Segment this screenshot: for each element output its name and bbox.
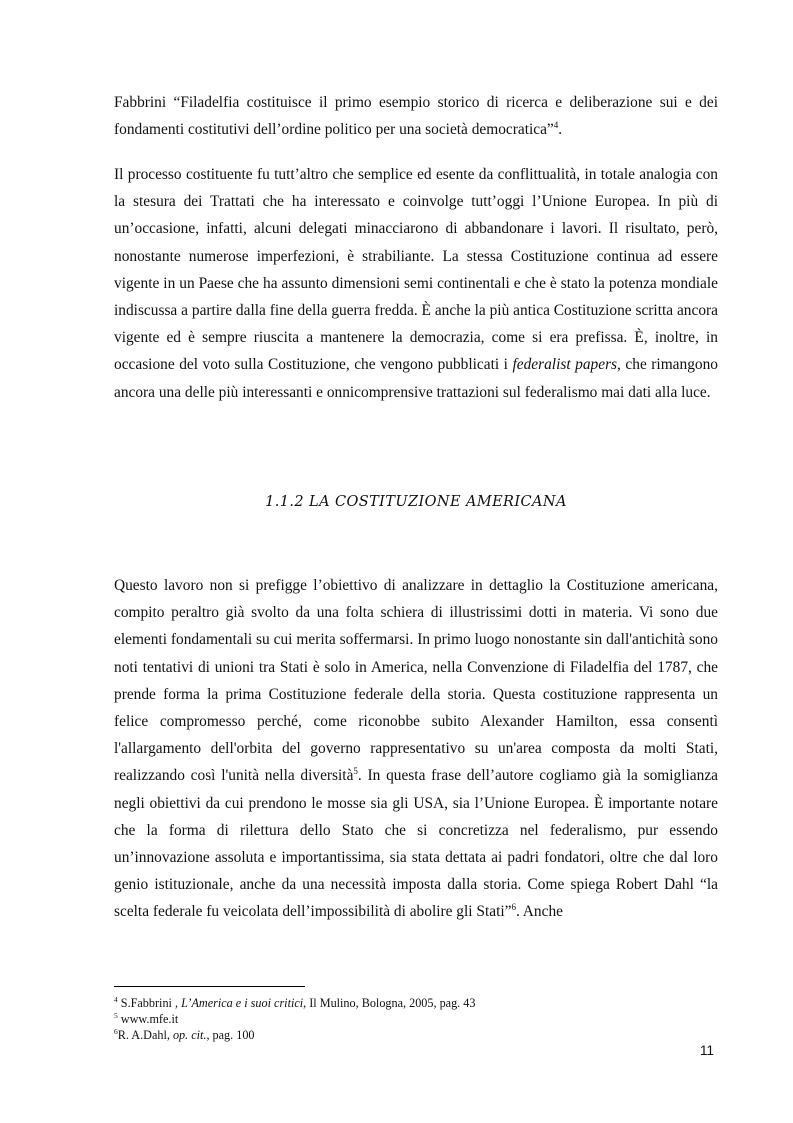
footnote-4: $^4$ S.Fabbrini , L’America e i suoi critici, Il Mulino, Bologna, 2005, pag. 43 <box>114 994 476 1010</box>
footnote-ref-6[interactable]: 6 <box>511 902 516 913</box>
footnote-ref-5[interactable]: 5 <box>353 766 358 777</box>
paragraph-intro: Fabbrini “Filadelfia costituisce il primo esempio storico di ricerca e deliberazione sui e dei fondamenti costitutivi dell’ordine politico per una società democratica”$^4$. <box>114 94 718 139</box>
footnote-5: $^5$ www.mfe.it <box>114 1010 179 1026</box>
paragraph-constitution: Questo lavoro non si prefigge l’obiettivo di analizzare in dettaglio la Costituzione americana, compito peraltro già svolto da una folta schiera di illustrissimi dotti in materia. Vi sono due elementi fondamentali su cui merita soffermarsi. In primo luogo nonostante sin dall'antichità sono noti tentativi di unioni tra Stati è solo in America, nella Convenzione di Filadelfia del 1787, che prende forma la prima Costituzione federale della storia. Questa costituzione rappresenta un felice compromesso perché, come riconobbe subito Alexander Hamilton, essa consentì l'allargamento dell'orbita del governo rappresentativo su un'area composta da molti Stati, realizzando così l'unità nella diversità$^5$. In questa frase dell’autore cogliamo già la somiglianza negli obiettivi da cui prendono le mosse sia gli USA, sia l’Unione Europea. È importante notare che la forma di rilettura dello Stato che si concretizza nel federalismo, pur essendo un’innovazione assoluta e importantissima, sia stata dettata ai padri fondatori, oltre che dal loro genio istituzionale, anche da una necessità imposta dalla storia. Come spiega Robert Dahl “la scelta federale fu veicolata dell’impossibilità di abolire gli Stati”$^6$. Anche <box>114 577 718 921</box>
footnote-ref-4[interactable]: 4 <box>553 120 559 131</box>
footnote-separator <box>114 986 305 987</box>
footnote-6: $^6$R. A.Dahl, op. cit., pag. 100 <box>114 1026 255 1042</box>
section-heading: 1.1.2 LA COSTITUZIONE AMERICANA <box>265 494 567 510</box>
paragraph-constituent-process: Il processo costituente fu tutt’altro che semplice ed esente da conflittualità, in totale analogia con la stesura dei Trattati che ha interessato e coinvolge tutt’oggi l’Unione Europea. In più di un’occasione, infatti, alcuni delegati minacciarono di abbandonare i lavori. Il risultato, però, nonostante numerose imperfezioni, è strabiliante. La stessa Costituzione continua ad essere vigente in un Paese che ha assunto dimensioni semi continentali e che è stato la potenza mondiale indiscussa a partire dalla fine della guerra fredda. È anche la più antica Costituzione scritta ancora vigente ed è sempre riuscita a mantenere la democrazia, come si era prefissa. È, inoltre, in occasione del voto sulla Costituzione, che vengono pubblicati i federalist papers, che rimangono ancora una delle più interessanti e onnicomprensive trattazioni sul federalismo mai dati alla luce. <box>114 166 718 401</box>
federalist-papers-title: federalist papers <box>512 356 618 374</box>
page-number: 11 <box>700 1043 715 1058</box>
